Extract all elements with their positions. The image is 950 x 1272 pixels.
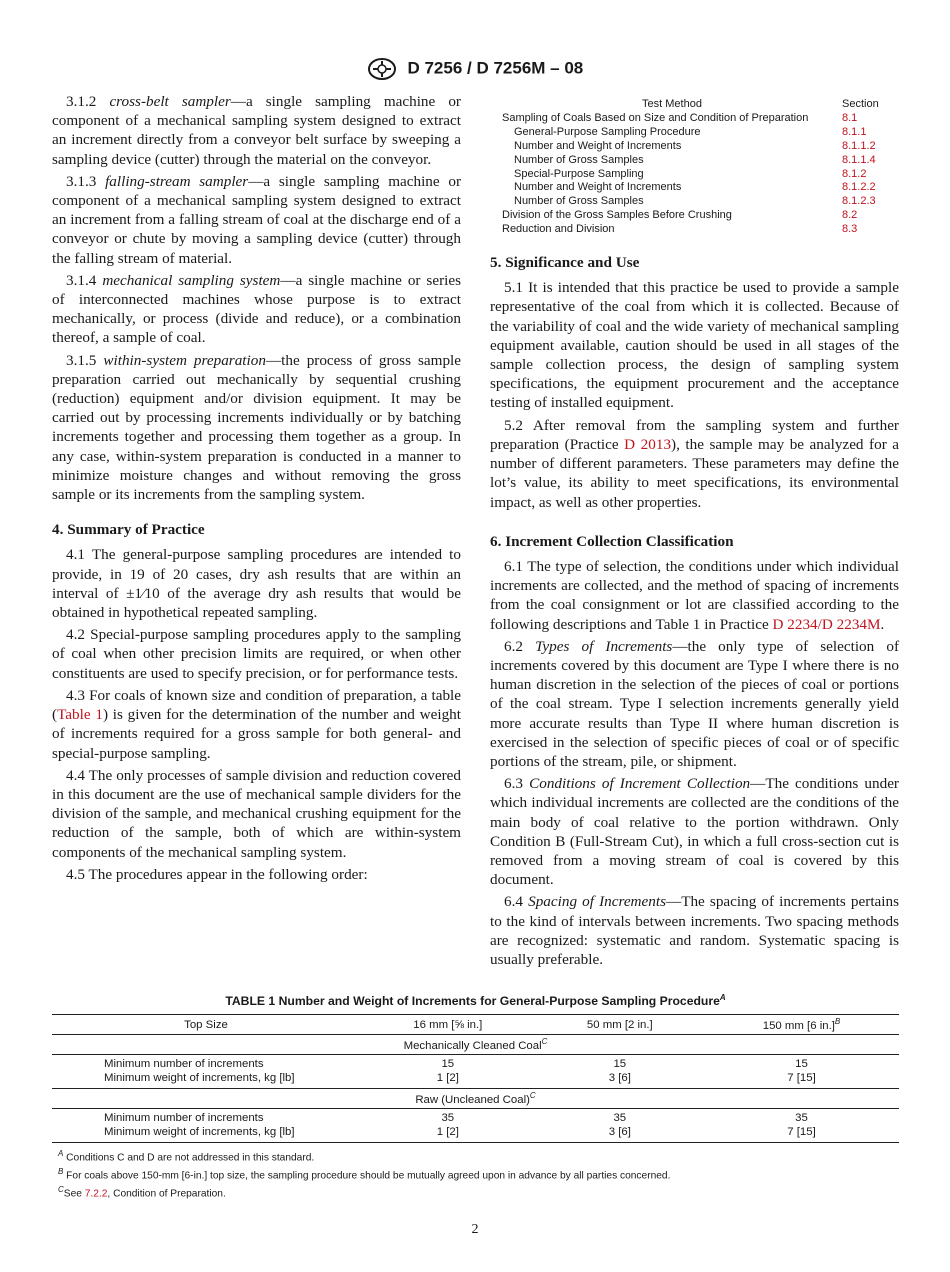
paragraph-4-1: 4.1 The general-purpose sampling procedures are intended to provide, in 19 of 20 cases, dry ash results that are within an interval of ±1⁄10 of the average dry ash results that would be obtained in hypothetical repeated sampling. xyxy=(52,546,461,622)
paragraph-3-1-3: 3.1.3 falling-stream sampler—a single sampling machine or component of a mechanical sampling system designed to extract an increment from a falling stream of coal at the discharge end of a conveyor or chute by moving a sampling device (cutter) through the falling stream of material. xyxy=(52,172,461,267)
toc-method-name: Sampling of Coals Based on Size and Condition of Preparation xyxy=(502,111,809,124)
paragraph-6-4: 6.4 Spacing of Increments—The spacing of increments pertains to the kind of intervals between increments. Two spacing methods are recognized: systematic and random. Systematic spacing is usually preferable. xyxy=(490,893,900,968)
astm-logo-icon xyxy=(367,58,397,80)
toc-section-link[interactable]: 8.1.2.2 xyxy=(842,181,876,194)
toc-section-link[interactable]: 8.2 xyxy=(842,209,858,222)
toc-method-name: Number and Weight of Increments xyxy=(514,181,682,194)
d2234-link[interactable]: D 2234/D 2234M xyxy=(772,615,881,633)
document-designation: D 7256 / D 7256M – 08 xyxy=(407,58,584,78)
page-number: 2 xyxy=(471,1222,479,1237)
footnote-a: $^A$ Conditions C and D are not addressed in this standard. xyxy=(58,1149,315,1164)
toc-method-name: Number of Gross Samples xyxy=(514,153,644,166)
toc-row xyxy=(502,223,892,237)
toc-method-name: General-Purpose Sampling Procedure xyxy=(514,125,701,138)
toc-section-link[interactable]: 8.1.2 xyxy=(842,167,867,180)
toc-row xyxy=(502,195,892,209)
toc-method-name: Number of Gross Samples xyxy=(514,195,644,208)
paragraph-5-1: 5.1 It is intended that this practice be used to provide a sample representative of the coal from which it is collected. Because of the variability of coal and the wide variety of mechanical sampling equipment available, caution should be used in all stages of the sample collection process, the design of sampling system specifications, the equipment procurement and the acceptance testing of installed equipment. xyxy=(490,279,899,412)
toc-method-name: Number and Weight of Increments xyxy=(514,139,682,152)
paragraph-3-1-5: 3.1.5 within-system preparation—the process of gross sample preparation carried out mechanically by sequential crushing (reduction) equipment and/or division equipment. It may be carried out by processing increments individually or by batching increments together and processing them together as a group. In any case, within-system preparation is conducted in a manner to minimize moisture changes and without removing the gross sample or its increments from the sampling system. xyxy=(52,351,462,504)
toc-section-link[interactable]: 8.1.2.3 xyxy=(842,195,876,208)
table-section-row: Raw (Uncleaned Coal)$^C$ xyxy=(52,1089,899,1109)
paragraph-6-2: 6.2 Types of Increments—the only type of selection of increments covered by this document are Type I where there is no human discretion in the selection of the pieces of coal or portions of the coal stream. Type I selection increments generally yield more accurate results than Type II where human discretion is exercised in the selection of specific pieces of coal or of specific portions of the stream, pile, or shipment. xyxy=(490,637,899,770)
table-footnotes xyxy=(52,1147,899,1200)
toc-row xyxy=(502,140,892,154)
paragraph-5-2: 5.2 After removal from the sampling system and further preparation (Practice D 2013), the sample may be analyzed for a number of different parameters. These parameters may define the lot’s value, its ability to meet specifications, its environmental impact, as well as other properties. xyxy=(490,416,900,511)
paragraph-4-5: 4.5 The procedures appear in the following order: xyxy=(66,865,368,883)
toc-section-link[interactable]: 8.1 xyxy=(842,111,858,124)
left-column xyxy=(52,92,461,887)
paragraph-4-3: 4.3 For coals of known size and condition of preparation, a table (Table 1) is given for the determination of the number and weight of increments required for a gross sample for both general- and special-purpose sampling. xyxy=(52,686,461,762)
section-heading-6: 6. Increment Collection Classification xyxy=(490,532,734,550)
table-row: Minimum number of increments Minimum weight of increments, kg [lb] 15 1 [2] 15 3 [6] 15 7 [15] xyxy=(52,1055,899,1089)
paragraph-6-1: 6.1 The type of selection, the conditions under which individual increments are collected, and the method of spacing of increments from the coal consignment or lot are classified according to the following descriptions and Table 1 in Practice D 2234/D 2234M. xyxy=(490,557,899,633)
increments-table xyxy=(52,1014,899,1143)
toc-method-name: Special-Purpose Sampling xyxy=(514,167,644,180)
table-1 xyxy=(52,993,899,1201)
toc-section-link[interactable]: 8.1.1.2 xyxy=(842,139,876,152)
toc-row xyxy=(502,126,892,140)
table-section-row: Mechanically Cleaned Coal$^C$ xyxy=(52,1035,899,1055)
toc-section-link[interactable]: 8.1.1.4 xyxy=(842,153,876,166)
toc-section-link[interactable]: 8.1.1 xyxy=(842,125,867,138)
footnote-b: $^B$ For coals above 150-mm [6-in.] top size, the sampling procedure should be mutually agreed upon in advance by all parties concerned. xyxy=(58,1167,671,1182)
table-header-row: Top Size 16 mm [⅝ in.] 50 mm [2 in.] 150 mm [6 in.]$^B$ xyxy=(52,1015,899,1035)
table-1-title: TABLE 1 Number and Weight of Increments for General-Purpose Sampling Procedure$^A$ xyxy=(225,993,726,1009)
toc-section-link[interactable]: 8.3 xyxy=(842,223,858,236)
toc-header: Test Method Section xyxy=(642,98,879,110)
paragraph-4-4: 4.4 The only processes of sample division and reduction covered in this document are the use of mechanical sample dividers for the division of the sample, and mechanical crushing equipment for the reduction of the sample, both of which are within-system components of the mechanical sampling system. xyxy=(52,766,461,861)
procedure-order-table xyxy=(502,98,892,237)
toc-row xyxy=(502,209,892,223)
toc-row xyxy=(502,181,892,195)
paragraph-3-1-4: 3.1.4 mechanical sampling system—a single machine or series of interconnected machines whose purpose is to extract mechanically, or process (divide and reduce), or a combination thereof, a sample of coal. xyxy=(52,271,461,347)
toc-row xyxy=(502,112,892,126)
page-header xyxy=(0,58,950,80)
toc-method-name: Reduction and Division xyxy=(502,223,615,236)
paragraph-6-3: 6.3 Conditions of Increment Collection—The conditions under which individual increments are collected are the conditions of the main body of coal relative to the portion withdrawn. Only Condition B (Full-Stream Cut), in which a full cross-section cut is removed from a moving stream of coal is covered by this document. xyxy=(490,775,899,889)
d2013-link[interactable]: D 2013 xyxy=(624,435,672,453)
paragraph-3-1-2: 3.1.2 cross-belt sampler—a single sampling machine or component of a mechanical sampling system designed to extract an increment directly from a conveyor belt surface by sweeping a sampling device (cutter) through the material on the conveyor. xyxy=(52,93,461,168)
footnote-c: $^C$See 7.2.2, Condition of Preparation. xyxy=(58,1185,226,1200)
right-column xyxy=(490,98,899,972)
section-heading-4: 4. Summary of Practice xyxy=(52,521,205,539)
toc-row xyxy=(502,168,892,182)
table-1-link[interactable]: Table 1 xyxy=(57,706,103,724)
section-7-2-2-link[interactable]: 7.2.2 xyxy=(84,1188,108,1200)
paragraph-4-2: 4.2 Special-purpose sampling procedures apply to the sampling of coal when other precision limits are required, or when other constituents are used to specify precision, or for performance tests. xyxy=(52,626,461,682)
section-heading-5: 5. Significance and Use xyxy=(490,254,640,272)
table-row: Minimum number of increments Minimum weight of increments, kg [lb] 35 1 [2] 35 3 [6] 35 7 [15] xyxy=(52,1109,899,1143)
toc-row xyxy=(502,154,892,168)
toc-method-name: Division of the Gross Samples Before Crushing xyxy=(502,209,732,222)
